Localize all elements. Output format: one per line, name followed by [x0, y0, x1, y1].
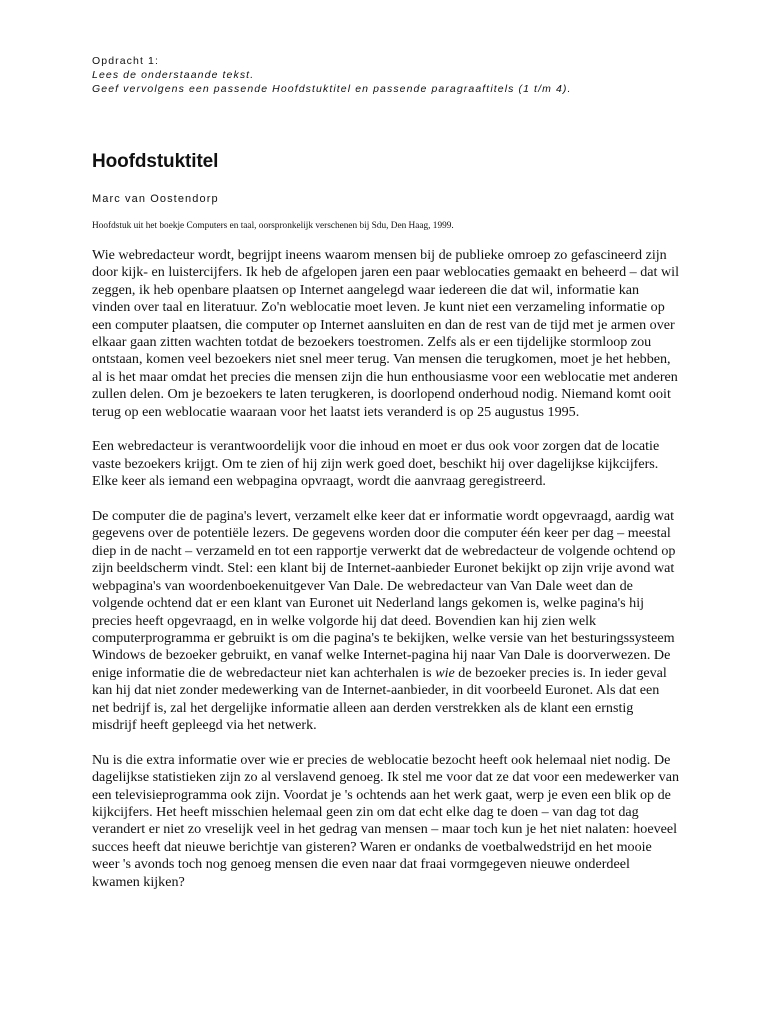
- chapter-title: Hoofdstuktitel: [92, 151, 219, 172]
- assignment-block: [92, 54, 680, 96]
- assignment-instruction-2: Geef vervolgens een passende Hoofdstuktitel en passende paragraaftitels (1 t/m 4).: [92, 83, 572, 95]
- paragraph-1: Wie webredacteur wordt, begrijpt ineens waarom mensen bij de publieke omroep zo gefascineerd zijn door kijk- en luistercijfers. Ik heb de afgelopen jaren een paar weblocaties gemaakt en beheerd – dat wil zeggen, ik heb openbare plaatsen op Internet aangelegd waar iedereen die dat wil, informatie kan vinden over taal en literatuur. Zo'n weblocatie moet leven. Je kunt niet een verzameling informatie op een computer plaatsen, die computer op Internet aansluiten en dan de rest van de tijd met je armen over elkaar gaan zitten wachten totdat de bezoekers toestromen. Zelfs als er een tijdelijke stormloop zou ontstaan, komen veel bezoekers niet snel meer terug. Van mensen die terugkomen, moet je het hebben, al is het maar omdat het precies die mensen zijn die hun enthousiasme voor een weblocatie met anderen zullen delen. Om je bezoekers te laten terugkeren, is doorlopend onderhoud nodig. Niemand komt ooit terug op een weblocatie waaraan voor het laatst iets veranderd is op 25 augustus 1995.: [92, 247, 679, 420]
- paragraph-3: [92, 508, 680, 734]
- assignment-instruction-1: Lees de onderstaande tekst.: [92, 69, 255, 81]
- paragraph-4: Nu is die extra informatie over wie er precies de weblocatie bezocht heeft ook helemaal niet nodig. De dagelijkse statistieken zijn zo al verslavend genoeg. Ik stel me voor dat ze dat voor een medewerker van een televisieprogramma ook zijn. Voordat je 's ochtends aan het werk gaat, werp je even een blik op de kijkcijfers. Het heeft misschien helemaal geen zin om dat echt elke dag te doen – van dag tot dag verandert er niet zo vreselijk veel in het gedrag van mensen – maar toch kun je het niet nalaten: hoeveel succes heeft dat nieuwe berichtje van gisteren? Waren er ondanks de voetbalwedstrijd en het mooie weer 's avonds toch nog genoeg mensen die even naar dat fraai vormgegeven nieuwe onderdeel kwamen kijken?: [92, 751, 680, 890]
- assignment-heading: Opdracht 1:: [92, 55, 159, 67]
- paragraph-3-emphasis: wie: [435, 664, 455, 681]
- chapter-source-note: Hoofdstuk uit het boekje Computers en taal, oorspronkelijk verschenen bij Sdu, Den Haag, 1999.: [92, 221, 454, 231]
- paragraph-3-part-2: de bezoeker precies is. In ieder geval kan hij dat niet zonder medewerking van de Internet-aanbieder, in dit voorbeeld Euronet. Als dat een net bedrijf is, zal het dergelijke informatie alleen aan derden verstrekken als de klant een ernstig misdrijf heeft gepleegd via het netwerk.: [92, 664, 667, 733]
- chapter-author: Marc van Oostendorp: [92, 193, 219, 205]
- paragraph-2: Een webredacteur is verantwoordelijk voor die inhoud en moet er dus ook voor zorgen dat de locatie vaste bezoekers krijgt. Om te zien of hij zijn werk goed doet, beschikt hij over dagelijkse kijkcijfers. Elke keer als iemand een webpagina opvraagt, wordt die aanvraag geregistreerd.: [92, 438, 660, 490]
- paragraph-3-part-1: De computer die de pagina's levert, verzamelt elke keer dat er informatie wordt opgevraagd, aardig wat gegevens over de potentiële lezers. De gegevens worden door die computer één keer per dag – meestal diep in de nacht – verzameld en tot een rapportje verwerkt dat de webredacteur de volgende ochtend op zijn beeldscherm vindt. Stel: een klant bij de Internet-aanbieder Euronet bekijkt op zijn vrije avond wat webpagina's van woordenboekenuitgever Van Dale. De webredacteur van Van Dale weet dan de volgende ochtend dat er een klant van Euronet uit Nederland langs gekomen is, welke pagina's hij precies heeft opgevraagd, en in welke volgorde hij dat deed. Bovendien kan hij zien welk computerprogramma er gebruikt is om die pagina's te bekijken, welke versie van het besturingssysteem Windows de bezoeker gebruikt, en vanaf welke Internet-pagina hij naar Van Dale is doorverwezen. De enige informatie die de webredacteur niet kan achterhalen is: [92, 508, 676, 681]
- document-page: [92, 54, 680, 908]
- body-text: [92, 247, 680, 891]
